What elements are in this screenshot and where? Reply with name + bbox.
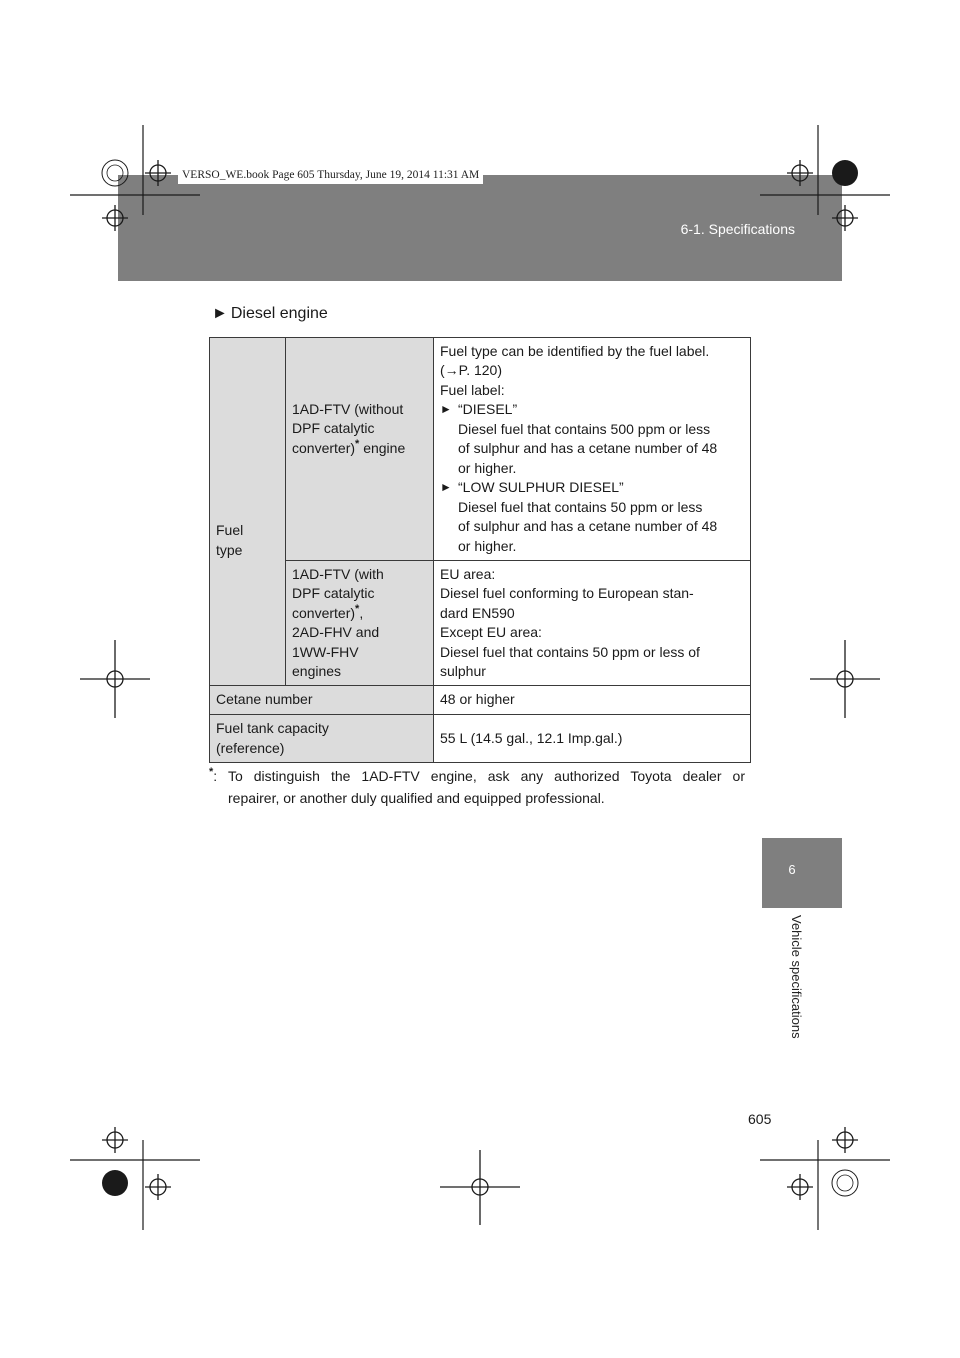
- cetane-value: 48 or higher: [434, 686, 751, 715]
- section-title: 6-1. Specifications: [680, 221, 795, 237]
- sunburst-target-icon: [102, 160, 858, 1196]
- triangle-bullet-icon: ►: [440, 480, 452, 495]
- subsection-title: Diesel engine: [230, 305, 328, 322]
- fuel-label-cell: Fuel type can be identified by the fuel label. (→P. 120) Fuel label: ► “DIESEL” Diesel fuel that contains 500 ppm or less of sulphur and has a cetane number of 48 or higher. ► “LOW SULPHUR DIESEL” Diesel fuel that contains 50 ppm or less of sulphur and has a cetane number of 48 or higher.: [434, 338, 751, 561]
- footnote-asterisk: *: [355, 602, 360, 615]
- eu-spec-cell: EU area: Diesel fuel conforming to European stan- dard EN590 Except EU area: Diesel fuel that contains 50 ppm or less of sulphur: [434, 561, 751, 686]
- fuel-label-item: ► “LOW SULPHUR DIESEL”: [440, 478, 744, 498]
- book-info-stamp: VERSO_WE.book Page 605 Thursday, June 19, 2014 11:31 AM: [178, 167, 483, 184]
- solid-target-icon: [102, 160, 858, 1196]
- footnote-asterisk: *: [209, 766, 214, 778]
- fuel-label-item: ► “DIESEL”: [440, 400, 744, 420]
- tank-capacity-value: 55 L (14.5 gal., 12.1 Imp.gal.): [434, 715, 751, 763]
- footnote-asterisk: *: [355, 437, 360, 450]
- registration-mark-icon: [80, 160, 880, 1225]
- page-number: 605: [748, 1111, 772, 1127]
- triangle-bullet-icon: ►: [212, 305, 228, 322]
- engine-cell-without-dpf: 1AD-FTV (without DPF catalytic converter)* engine: [286, 338, 434, 561]
- footnote: *: To distinguish the 1AD-FTV engine, ask any authorized Toyota dealer or: [209, 766, 745, 784]
- chapter-label: Vehicle specifications: [789, 915, 804, 1039]
- footnote-continuation: repairer, or another duly qualified and equipped professional.: [228, 790, 605, 806]
- fuel-type-label: Fuel type: [210, 338, 286, 686]
- cetane-label: Cetane number: [210, 686, 434, 715]
- triangle-bullet-icon: ►: [440, 402, 452, 417]
- tank-capacity-label: Fuel tank capacity (reference): [210, 715, 434, 763]
- chapter-number: 6: [788, 862, 796, 877]
- engine-cell-with-dpf: 1AD-FTV (with DPF catalytic converter)*, 2AD-FHV and 1WW-FHV engines: [286, 561, 434, 686]
